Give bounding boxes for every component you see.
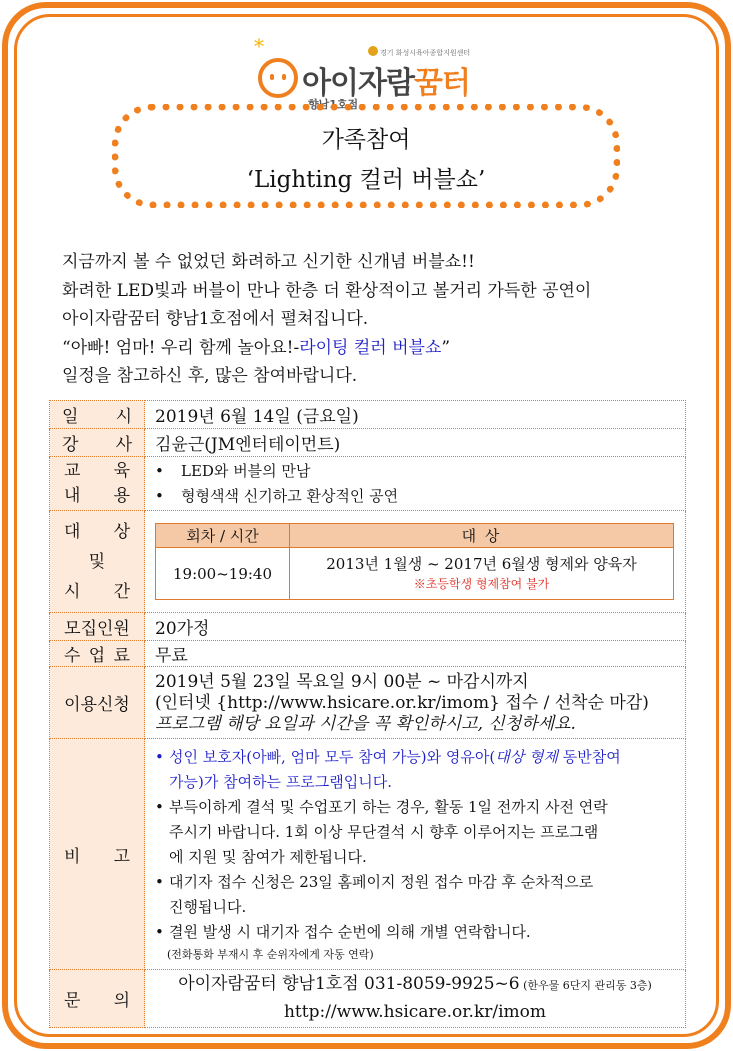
label-instructor	[50, 429, 145, 457]
remark-1	[155, 745, 673, 770]
label-content-2a: 내	[64, 485, 81, 506]
intro-line1: 지금까지 볼 수 없었던 화려하고 신기한 신개념 버블쇼!!	[62, 252, 475, 272]
label-remarks-b: 고	[113, 846, 130, 867]
label-date-a: 일	[62, 407, 79, 427]
face-icon	[258, 58, 298, 98]
star-icon: *	[254, 34, 264, 58]
remark-3a: 대기자 접수 신청은 23일 홈페이지 정원 접수 마감 후 순차적으로	[169, 873, 594, 891]
label-date	[50, 401, 145, 429]
remark-4	[155, 920, 673, 945]
intro-line2: 화려한 LED빛과 버블이 만나 한층 더 환상적이고 볼거리 가득한 공연이	[62, 280, 592, 301]
row-instructor	[50, 429, 686, 457]
label-target-3b: 간	[113, 581, 130, 602]
schedule-target	[290, 548, 674, 600]
bullet-icon: •	[155, 486, 164, 505]
row-capacity	[50, 613, 686, 641]
value-remarks	[145, 739, 686, 970]
intro-line4-a: “아빠! 엄마! 우리 함께 놀아요!-	[62, 337, 300, 358]
row-fee	[50, 641, 686, 667]
inquiry-address: (한우물 6단지 관리동 3층)	[519, 979, 652, 992]
intro-text	[62, 248, 591, 391]
remark-2b: 주시기 바랍니다. 1회 이상 무단결석 시 향후 이루어지는 프로그램	[169, 823, 599, 841]
bullet-icon: •	[155, 923, 164, 941]
intro-line4-highlight: 라이팅 컬러 버블쇼	[299, 337, 442, 358]
label-target	[50, 511, 145, 613]
label-target-2: 및	[88, 551, 106, 572]
value-content	[145, 457, 686, 511]
apply-line1: 2019년 5월 23일 목요일 9시 00분 ~ 마감시까지	[155, 672, 529, 692]
value-date: 2019년 6월 14일 (금요일)	[145, 401, 686, 429]
intro-line4	[62, 334, 591, 363]
schedule-table	[155, 523, 674, 600]
bullet-icon: •	[155, 748, 164, 766]
remark-1d: 가능)가 참여하는 프로그램입니다.	[169, 773, 393, 791]
inquiry-url[interactable]: http://www.hsicare.or.kr/imom	[283, 1002, 547, 1022]
intro-line4-c: ”	[441, 337, 451, 358]
label-fee-a: 수	[64, 646, 81, 666]
apply-line3: 프로그램 해당 요일과 시간을 꼭 확인하시고, 신청하세요.	[155, 714, 576, 734]
label-inquiry-b: 의	[113, 991, 130, 1011]
label-fee-c: 료	[113, 646, 130, 666]
schedule-time: 19:00~19:40	[156, 548, 290, 600]
logo-org: 경기 화성시육아종합지원센터	[380, 49, 471, 57]
apply-line2: (인터넷 {http://www.hsicare.or.kr/imom} 접수 / 선착순 마감)	[155, 693, 649, 713]
label-instructor-b: 사	[115, 435, 132, 455]
label-content-2b: 용	[113, 485, 130, 506]
row-date	[50, 401, 686, 429]
label-capacity: 모집인원	[50, 613, 145, 641]
value-capacity: 20가정	[145, 613, 686, 641]
label-fee	[50, 641, 145, 667]
label-instructor-a: 강	[62, 435, 79, 455]
remark-1c: 동반참여	[557, 748, 621, 766]
remark-2c: 에 지원 및 참여가 제한됩니다.	[169, 848, 367, 866]
logo-name-a: 아이자람	[302, 66, 414, 101]
row-remarks	[50, 739, 686, 970]
remark-2-cont2	[155, 845, 673, 870]
remark-2	[155, 795, 673, 820]
logo-branch: 향남1호점	[308, 98, 359, 111]
row-target	[50, 511, 686, 613]
content-item	[155, 459, 685, 484]
remark-1b: 대상 형제	[495, 748, 558, 766]
remark-4-text: 결원 발생 시 대기자 접수 순번에 의해 개별 연락합니다.	[169, 923, 531, 941]
remark-1-cont	[155, 770, 673, 795]
intro-line5: 일정을 참고하신 후, 많은 참여바랍니다.	[62, 366, 358, 386]
schedule-header-time: 회차 / 시간	[156, 524, 290, 548]
label-remarks-a: 비	[64, 846, 81, 867]
label-content	[50, 457, 145, 511]
org-mark-icon	[368, 46, 378, 56]
label-date-b: 시	[115, 407, 132, 427]
schedule-target-note: ※초등학생 형제참여 불가	[413, 576, 550, 591]
bullet-icon: •	[155, 461, 164, 480]
label-apply: 이용신청	[50, 667, 145, 739]
value-fee: 무료	[145, 641, 686, 667]
label-target-1b: 상	[113, 521, 130, 542]
value-instructor: 김윤근(JM엔터테이먼트)	[145, 429, 686, 457]
remark-1a: 성인 보호자(아빠, 엄마 모두 참여 가능)와 영유아(	[169, 748, 496, 766]
label-fee-b: 업	[88, 646, 106, 666]
schedule-target-desc: 2013년 1월생 ~ 2017년 6월생 형제와 양육자	[326, 554, 637, 573]
remark-3	[155, 870, 673, 895]
inquiry-phone: 아이자람꿈터 향남1호점 031-8059-9925~6	[178, 974, 520, 994]
label-target-1a: 대	[64, 521, 81, 542]
title-line2: ‘Lighting 컬러 버블쇼’	[246, 167, 486, 193]
info-table	[49, 400, 686, 1028]
remark-5: (전화통화 부재시 후 순위자에게 자동 연락)	[167, 948, 374, 961]
content-item-2: 형형색색 신기하고 환상적인 공연	[181, 486, 399, 505]
remark-3-cont	[155, 895, 673, 920]
intro-line3: 아이자람꿈터 향남1호점에서 펼쳐집니다.	[62, 309, 369, 329]
label-inquiry	[50, 970, 145, 1028]
remark-3b: 진행됩니다.	[169, 898, 247, 916]
row-apply	[50, 667, 686, 739]
value-inquiry	[145, 970, 686, 1028]
title-box	[112, 104, 620, 208]
value-apply	[145, 667, 686, 739]
content-item	[155, 484, 685, 509]
content-item-1: LED와 버블의 만남	[181, 461, 311, 480]
label-remarks	[50, 739, 145, 970]
row-content	[50, 457, 686, 511]
title-line1: 가족참여	[321, 127, 411, 153]
logo-name-b: 꿈터	[413, 66, 470, 101]
label-inquiry-a: 문	[64, 991, 81, 1011]
schedule-header-target: 대 상	[290, 524, 674, 548]
bullet-icon: •	[155, 873, 164, 891]
label-content-1b: 육	[113, 460, 130, 481]
value-target	[145, 511, 686, 613]
row-inquiry	[50, 970, 686, 1028]
remark-2a: 부득이하게 결석 및 수업포기 하는 경우, 활동 1일 전까지 사전 연락	[169, 798, 608, 816]
label-target-3a: 시	[64, 581, 81, 602]
bullet-icon: •	[155, 798, 164, 816]
label-content-1a: 교	[64, 460, 81, 481]
remark-2-cont	[155, 820, 673, 845]
